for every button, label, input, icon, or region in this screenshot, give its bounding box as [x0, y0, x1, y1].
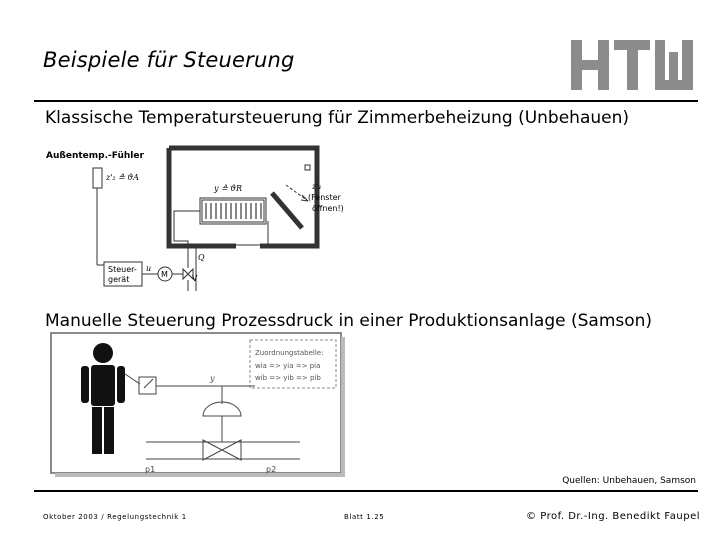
sensor-label: Außentemp.-Fühler — [46, 151, 144, 161]
pressure-p2-label: p2 — [266, 465, 277, 474]
assignment-row-2: wib => yib => pib — [255, 374, 321, 382]
header-rule — [34, 100, 698, 102]
window-note-line-2: öffnen!) — [312, 204, 344, 213]
controller-label-line-1: Steuer- — [108, 265, 137, 274]
footer-rule — [34, 490, 698, 492]
assignment-table-title: Zuordnungstabelle: — [255, 349, 324, 357]
motor-label: M — [161, 270, 168, 279]
footer-copyright: © Prof. Dr.-Ing. Benedikt Faupel — [526, 511, 700, 522]
window-note-line-1: (Fenster — [308, 193, 341, 202]
sensor-symbol: z'₂ ≙ ϑA — [106, 173, 139, 182]
footer-course-info: Oktober 2003 / Regelungstechnik 1 — [43, 513, 187, 521]
slide-title: Beispiele für Steuerung — [43, 48, 295, 72]
pressure-p1-label: p1 — [145, 465, 156, 474]
room-temperature-label: y ≙ ϑR — [214, 184, 243, 193]
example-1-heading: Klassische Temperatursteuerung für Zimmerbeheizung (Unbehauen) — [45, 108, 630, 128]
valve-label: V — [192, 274, 198, 283]
sources-note: Quellen: Unbehauen, Samson — [562, 476, 696, 486]
footer-page-number: Blatt 1.25 — [344, 513, 385, 521]
window-symbol: z'₁ — [312, 182, 322, 191]
htw-logo — [571, 40, 693, 90]
pressure-control-diagram — [50, 332, 350, 482]
assignment-row-1: wia => yia => pia — [255, 362, 321, 370]
flow-label: Q — [198, 253, 205, 262]
example-2-heading: Manuelle Steuerung Prozessdruck in einer Produktionsanlage (Samson) — [45, 311, 653, 331]
signal-label: u — [146, 264, 152, 273]
heating-control-diagram — [46, 143, 346, 293]
controller-label-line-2: gerät — [108, 275, 130, 284]
output-label: y — [210, 374, 215, 383]
